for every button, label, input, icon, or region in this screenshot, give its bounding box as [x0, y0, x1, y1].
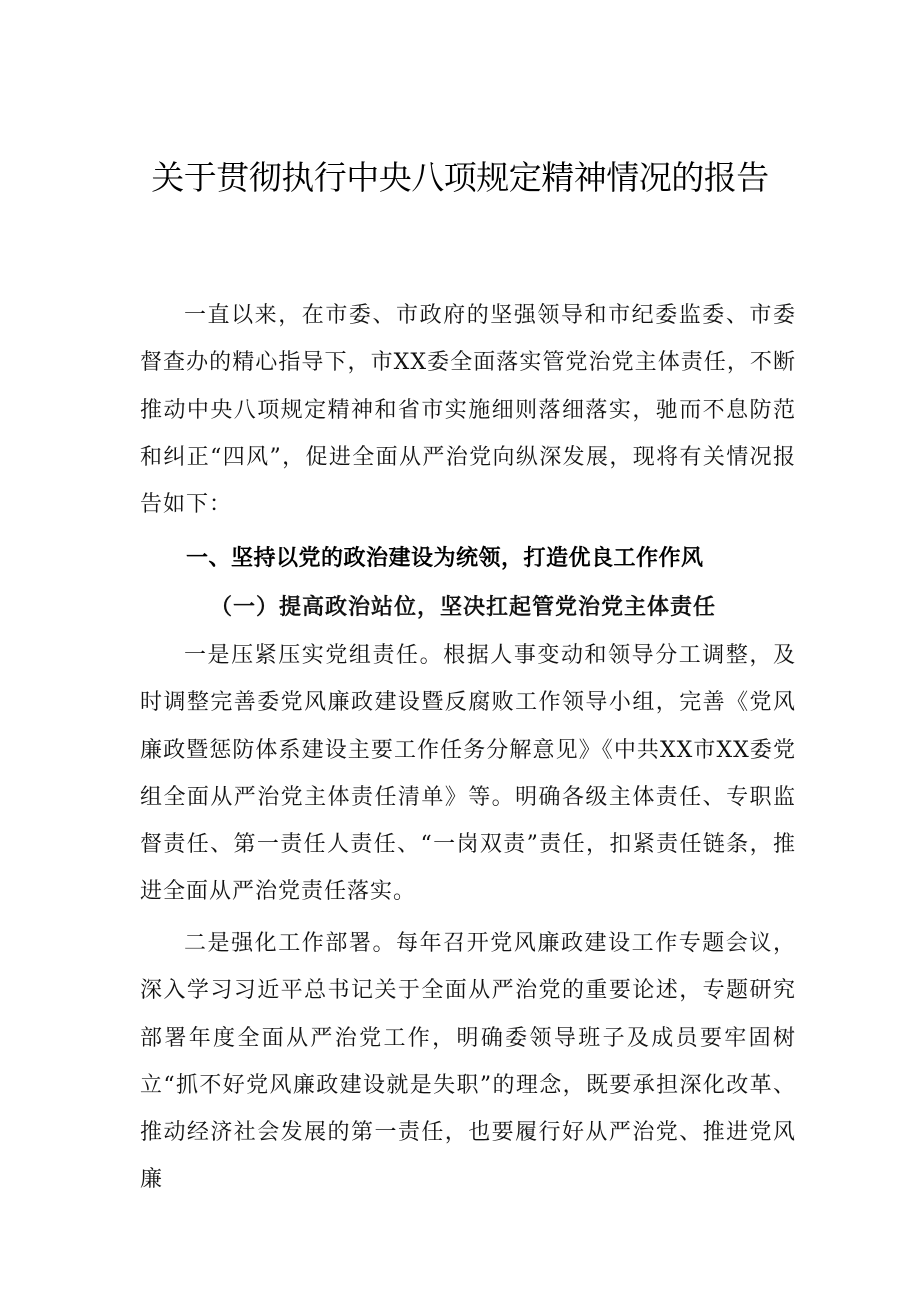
subsection-heading-1: （一）提高政治站位，坚决扛起管党治党主体责任 [210, 594, 717, 620]
document-title: 关于贯彻执行中央八项规定精神情况的报告 [151, 158, 769, 197]
body-paragraph-2: 二是强化工作部署。每年召开党风廉政建设工作专题会议，深入学习习近平总书记关于全面从严治党的重要论述，专题研究部署年度全面从严治党工作，明确委领导班子及成员要牢固树立“抓不好党风廉政建设就是失职”的理念，既要承担深化改革、推动经济社会发展的第一责任，也要履行好从严治党、推进党风廉 [140, 931, 796, 1193]
intro-paragraph: 一直以来，在市委、市政府的坚强领导和市纪委监委、市委督查办的精心指导下，市XX委全面落实管党治党主体责任，不断推动中央八项规定精神和省市实施细则落细落实，驰而不息防范和纠正“四风”，促进全面从严治党向纵深发展，现将有关情况报告如下： [140, 303, 796, 518]
body-paragraph-1: 一是压紧压实党组责任。根据人事变动和领导分工调整，及时调整完善委党风廉政建设暨反腐败工作领导小组，完善《党风廉政暨惩防体系建设主要工作任务分解意见》《中共XX市XX委党组全面从严治党主体责任清单》等。明确各级主体责任、专职监督责任、第一责任人责任、“一岗双责”责任，扣紧责任链条，推进全面从严治党责任落实。 [140, 643, 796, 905]
section-heading-1: 一、坚持以党的政治建设为统领，打造优良工作作风 [186, 546, 704, 571]
